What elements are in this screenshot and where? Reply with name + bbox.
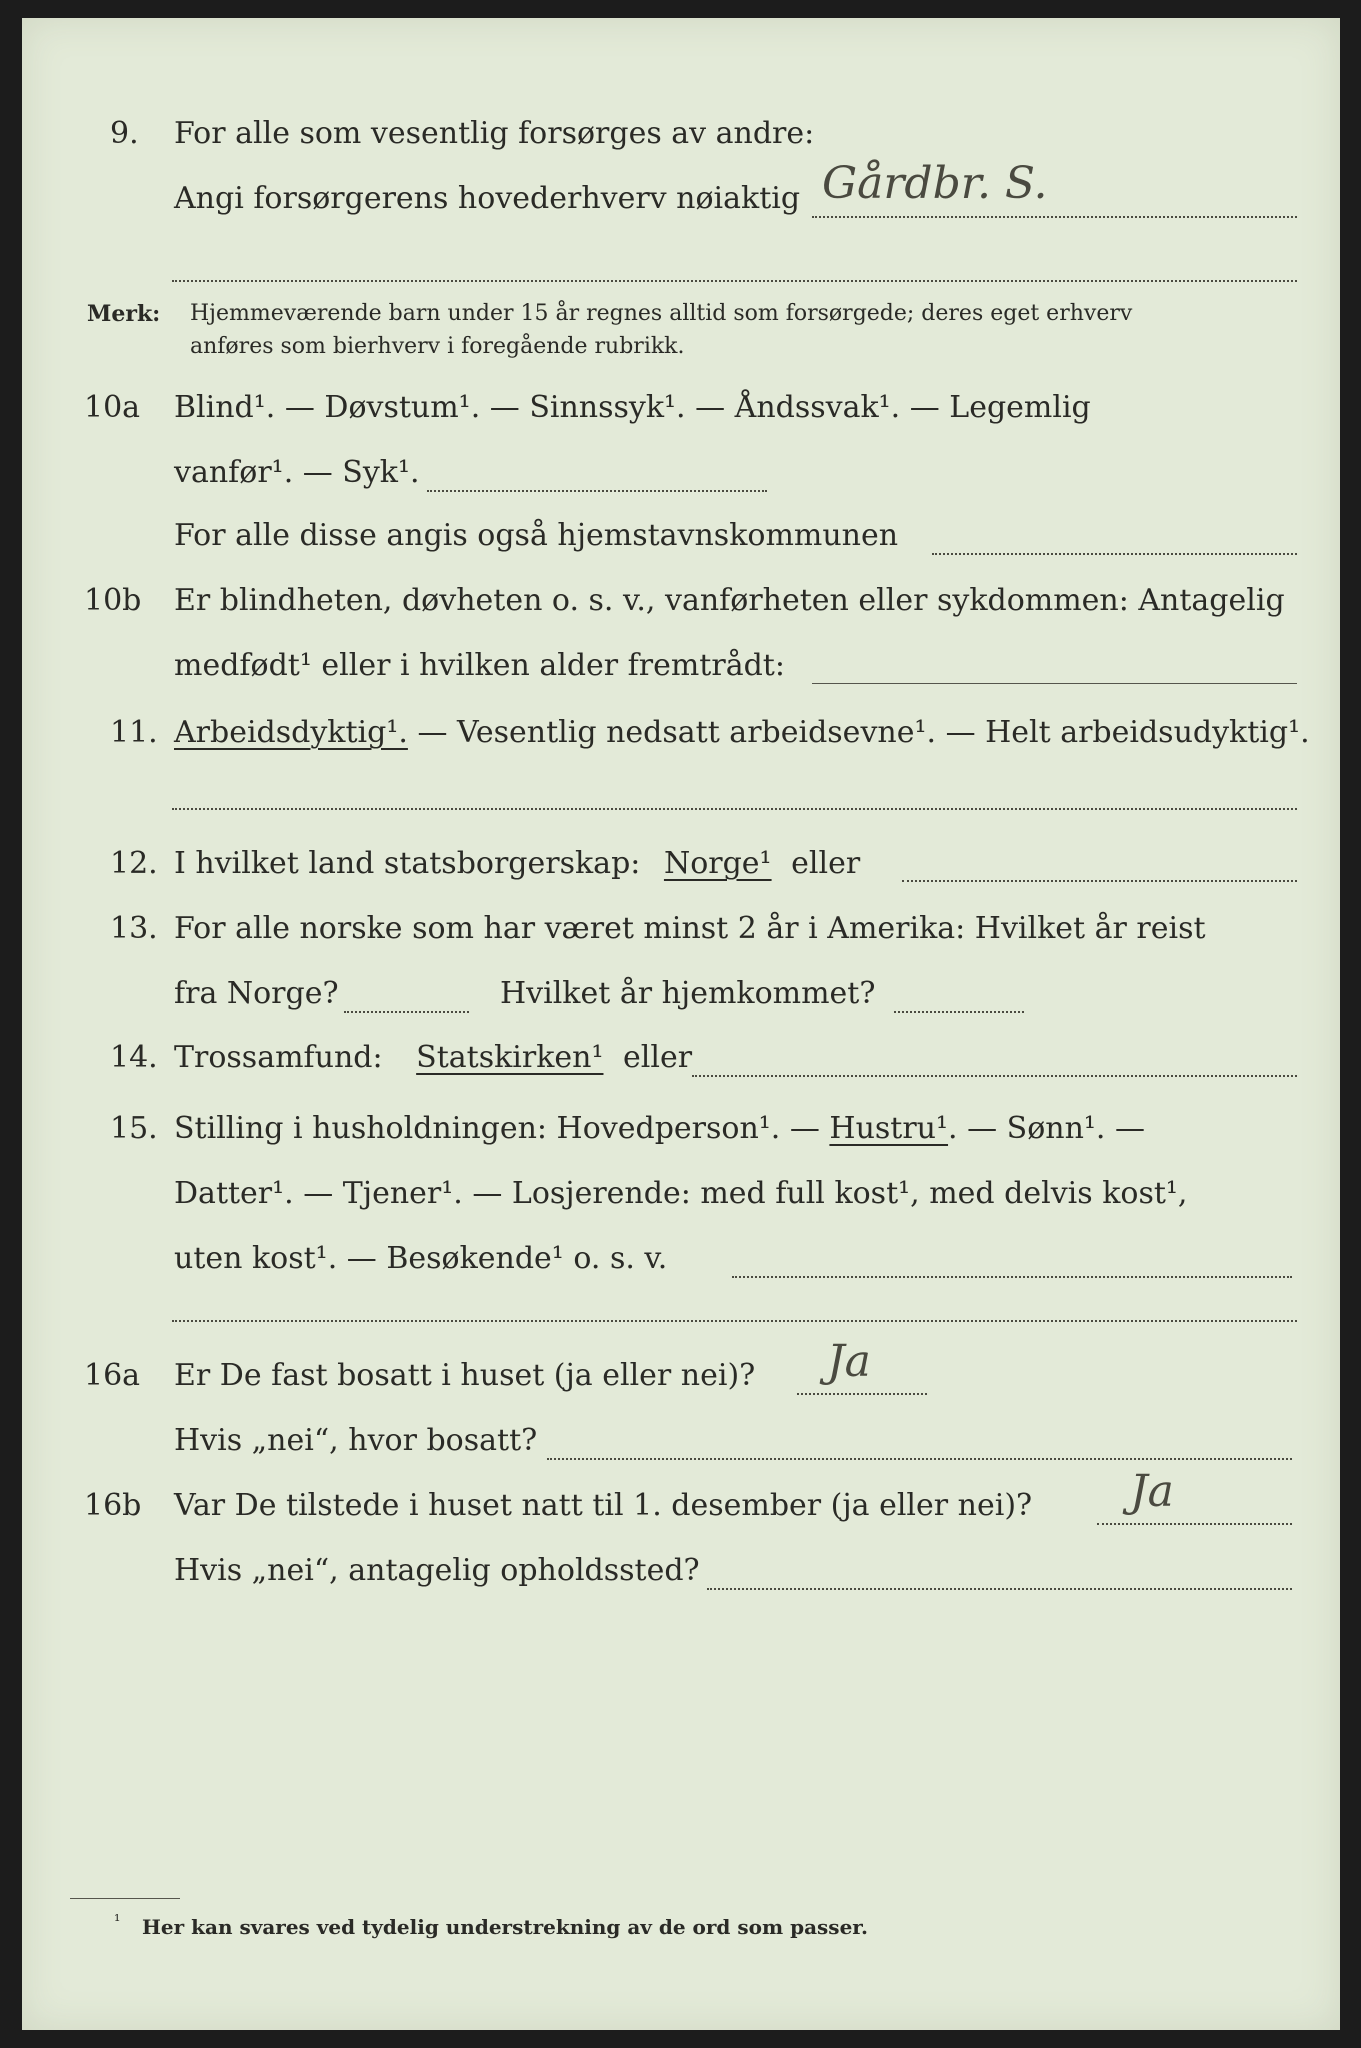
question-16a-line-2: Hvis „nei“, hvor bosatt? <box>174 1423 538 1458</box>
merk-line-2: anføres som bierhverv i foregående rubrikk. <box>190 334 685 359</box>
question-12-prefix: I hvilket land statsborgerskap: <box>174 846 641 881</box>
question-10a-line-3: For alle disse angis også hjemstavnskommunen <box>174 518 899 553</box>
question-9-line-1: For alle som vesentlig forsørges av andre: <box>174 116 815 151</box>
answer-line-13-reist <box>344 1011 469 1013</box>
question-10b-line-2: medfødt¹ eller i hvilken alder fremtrådt: <box>174 648 785 683</box>
answer-line-16a <box>797 1393 927 1395</box>
answer-line-16b <box>1097 1523 1292 1525</box>
answer-line-10a-kommune <box>932 553 1297 555</box>
handwritten-answer-16b: Ja <box>1130 1466 1174 1517</box>
question-11-rest: — Vesentlig nedsatt arbeidsevne¹. — Helt arbeidsudyktig¹. <box>407 715 1310 750</box>
question-13-number: 13. <box>110 911 158 946</box>
answer-line-10a-syk <box>427 490 767 492</box>
answer-line-12 <box>902 880 1297 882</box>
separator-line-15 <box>172 1320 1297 1322</box>
question-13-line-2a: fra Norge? <box>174 976 339 1011</box>
question-14-line <box>174 1040 692 1075</box>
question-12-line <box>174 846 860 881</box>
question-15-line-3: uten kost¹. — Besøkende¹ o. s. v. <box>174 1241 668 1276</box>
answer-line-15 <box>732 1276 1292 1278</box>
hustru-underlined: Hustru¹ <box>829 1111 949 1146</box>
separator-line-9 <box>172 280 1297 282</box>
question-16a-line-1: Er De fast bosatt i huset (ja eller nei)? <box>174 1358 756 1393</box>
question-9-number: 9. <box>110 116 139 151</box>
merk-label: Merk: <box>87 301 161 327</box>
question-13-line-1: For alle norske som har været minst 2 år i Amerika: Hvilket år reist <box>174 911 1206 946</box>
question-11-line <box>174 715 1310 750</box>
question-10a-number: 10a <box>84 390 141 425</box>
arbeidsdyktig-underlined: Arbeidsdyktig¹. <box>174 715 408 750</box>
question-10a-line-1: Blind¹. — Døvstum¹. — Sinnssyk¹. — Åndssvak¹. — Legemlig <box>174 390 1091 425</box>
question-11-number: 11. <box>110 715 158 750</box>
question-15-line-1b: . — Sønn¹. — <box>948 1111 1145 1146</box>
question-16a-number: 16a <box>84 1358 141 1393</box>
question-12-suffix: eller <box>791 846 861 881</box>
question-14-number: 14. <box>110 1040 158 1075</box>
statskirken-underlined: Statskirken¹ <box>416 1040 604 1075</box>
answer-line-10b <box>812 683 1297 684</box>
question-10b-number: 10b <box>84 583 142 618</box>
question-15-line-1a: Stilling i husholdningen: Hovedperson¹. — <box>174 1111 830 1146</box>
question-13-line-2b: Hvilket år hjemkommet? <box>500 976 876 1011</box>
answer-line-16a-bosatt <box>547 1458 1292 1460</box>
question-15-line-2: Datter¹. — Tjener¹. — Losjerende: med full kost¹, med delvis kost¹, <box>174 1176 1188 1211</box>
handwritten-answer-16a: Ja <box>827 1336 871 1387</box>
question-10b-line-1: Er blindheten, døvheten o. s. v., vanførheten eller sykdommen: Antagelig <box>174 583 1285 618</box>
merk-line-1: Hjemmeværende barn under 15 år regnes alltid som forsørgede; deres eget erhverv <box>190 301 1133 326</box>
question-16b-line-1: Var De tilstede i huset natt til 1. desember (ja eller nei)? <box>174 1488 1033 1523</box>
question-16b-line-2: Hvis „nei“, antagelig opholdssted? <box>174 1553 700 1588</box>
census-form-page <box>22 18 1340 2030</box>
question-9-line-2: Angi forsørgerens hovederhverv nøiaktig <box>174 181 801 216</box>
question-10a-line-2: vanfør¹. — Syk¹. <box>174 455 420 490</box>
norge-underlined: Norge¹ <box>663 846 772 881</box>
separator-line-11 <box>172 808 1297 810</box>
answer-line-9 <box>812 216 1297 218</box>
question-14-suffix: eller <box>623 1040 693 1075</box>
question-14-prefix: Trossamfund: <box>174 1040 383 1075</box>
question-15-number: 15. <box>110 1111 158 1146</box>
footnote-text: Her kan svares ved tydelig understrekning av de ord som passer. <box>142 1915 868 1939</box>
question-16b-number: 16b <box>84 1488 142 1523</box>
answer-line-16b-opholdssted <box>707 1588 1292 1590</box>
footnote-mark: ¹ <box>114 1911 121 1930</box>
question-15-line-1 <box>174 1111 1145 1146</box>
footnote-rule <box>70 1898 180 1899</box>
handwritten-answer-9: Gårdbr. S. <box>822 158 1048 209</box>
answer-line-13-hjemkommet <box>894 1011 1024 1013</box>
answer-line-14 <box>692 1075 1297 1077</box>
question-12-number: 12. <box>110 846 158 881</box>
